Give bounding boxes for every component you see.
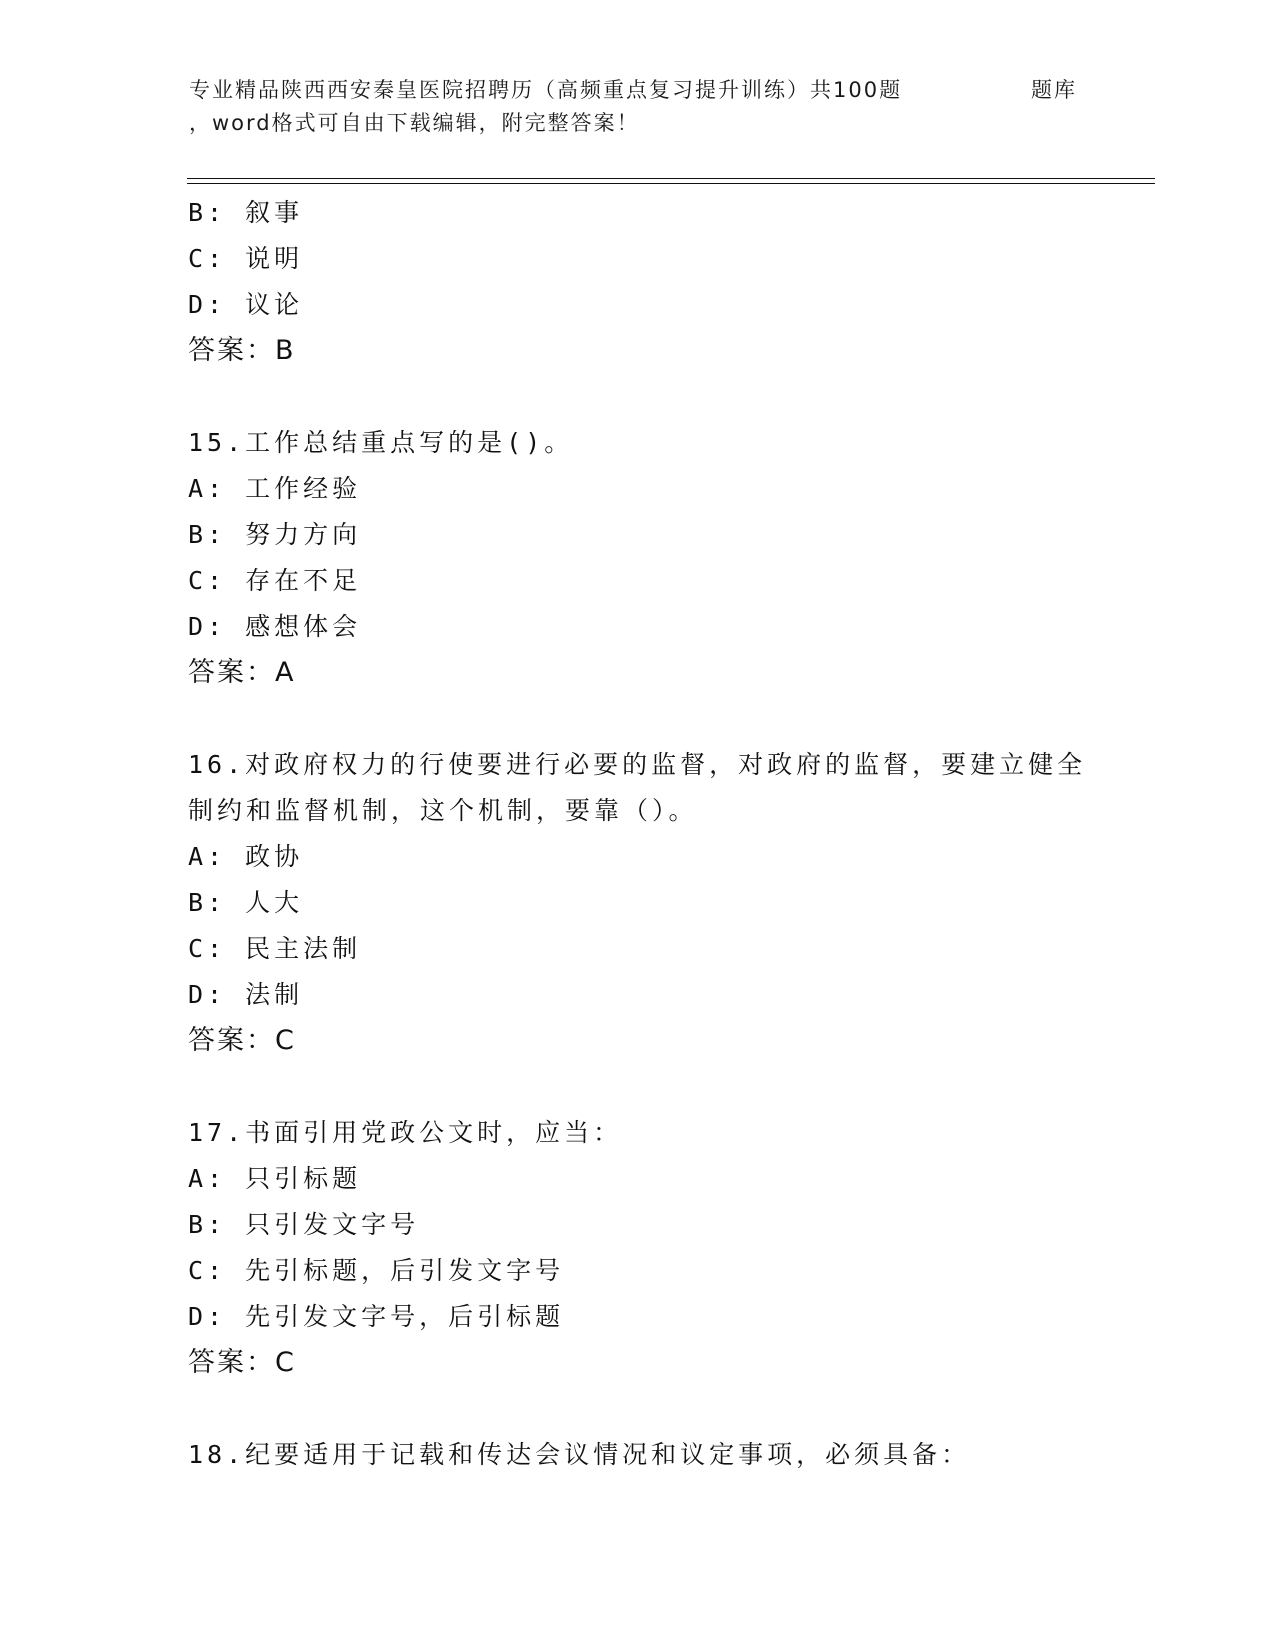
header-divider-top [187, 178, 1155, 179]
option-c: C: 民主法制 [188, 934, 362, 963]
answer-line: 答案：C [188, 1347, 296, 1378]
spacer [188, 1064, 1088, 1110]
question-list [188, 190, 1088, 1478]
option-b: B: 人大 [188, 888, 304, 917]
question-block-15 [188, 420, 1088, 696]
spacer [188, 696, 1088, 742]
question-text-line-1: 16.对政府权力的行使要进行必要的监督，对政府的监督，要建立健全 [188, 750, 1087, 779]
header-subtitle: ，word格式可自由下载编辑，附完整答案！ [189, 111, 640, 135]
document-header [189, 74, 1089, 140]
answer-line: 答案：B [188, 335, 296, 366]
question-text: 18.纪要适用于记载和传达会议情况和议定事项，必须具备： [188, 1440, 971, 1469]
question-block-16 [188, 742, 1088, 1064]
option-b: B: 叙事 [188, 198, 304, 227]
option-a: A: 政协 [188, 842, 304, 871]
answer-line: 答案：A [188, 657, 296, 688]
option-b: B: 只引发文字号 [188, 1210, 420, 1239]
option-d: D: 先引发文字号，后引标题 [188, 1302, 565, 1331]
spacer [188, 374, 1088, 420]
option-a: A: 工作经验 [188, 474, 362, 503]
option-a: A: 只引标题 [188, 1164, 362, 1193]
question-block-18 [188, 1432, 1088, 1478]
option-d: D: 议论 [188, 290, 304, 319]
option-c: C: 存在不足 [188, 566, 362, 595]
option-b: B: 努力方向 [188, 520, 362, 549]
header-title: 专业精品陕西西安秦皇医院招聘历（高频重点复习提升训练）共100题 [189, 78, 903, 102]
question-text: 17.书面引用党政公文时，应当： [188, 1118, 623, 1147]
question-text-line-2: 制约和监督机制，这个机制，要靠（）。 [188, 796, 698, 825]
question-block-14 [188, 190, 1088, 374]
header-title-suffix: 题库 [1031, 78, 1077, 102]
header-divider-bottom [187, 183, 1155, 184]
option-c: C: 说明 [188, 244, 304, 273]
question-text: 15.工作总结重点写的是()。 [188, 428, 574, 457]
option-d: D: 感想体会 [188, 612, 362, 641]
question-block-17 [188, 1110, 1088, 1386]
answer-line: 答案：C [188, 1025, 296, 1056]
header-line [189, 74, 1089, 107]
option-d: D: 法制 [188, 980, 304, 1009]
option-c: C: 先引标题，后引发文字号 [188, 1256, 565, 1285]
spacer [188, 1386, 1088, 1432]
